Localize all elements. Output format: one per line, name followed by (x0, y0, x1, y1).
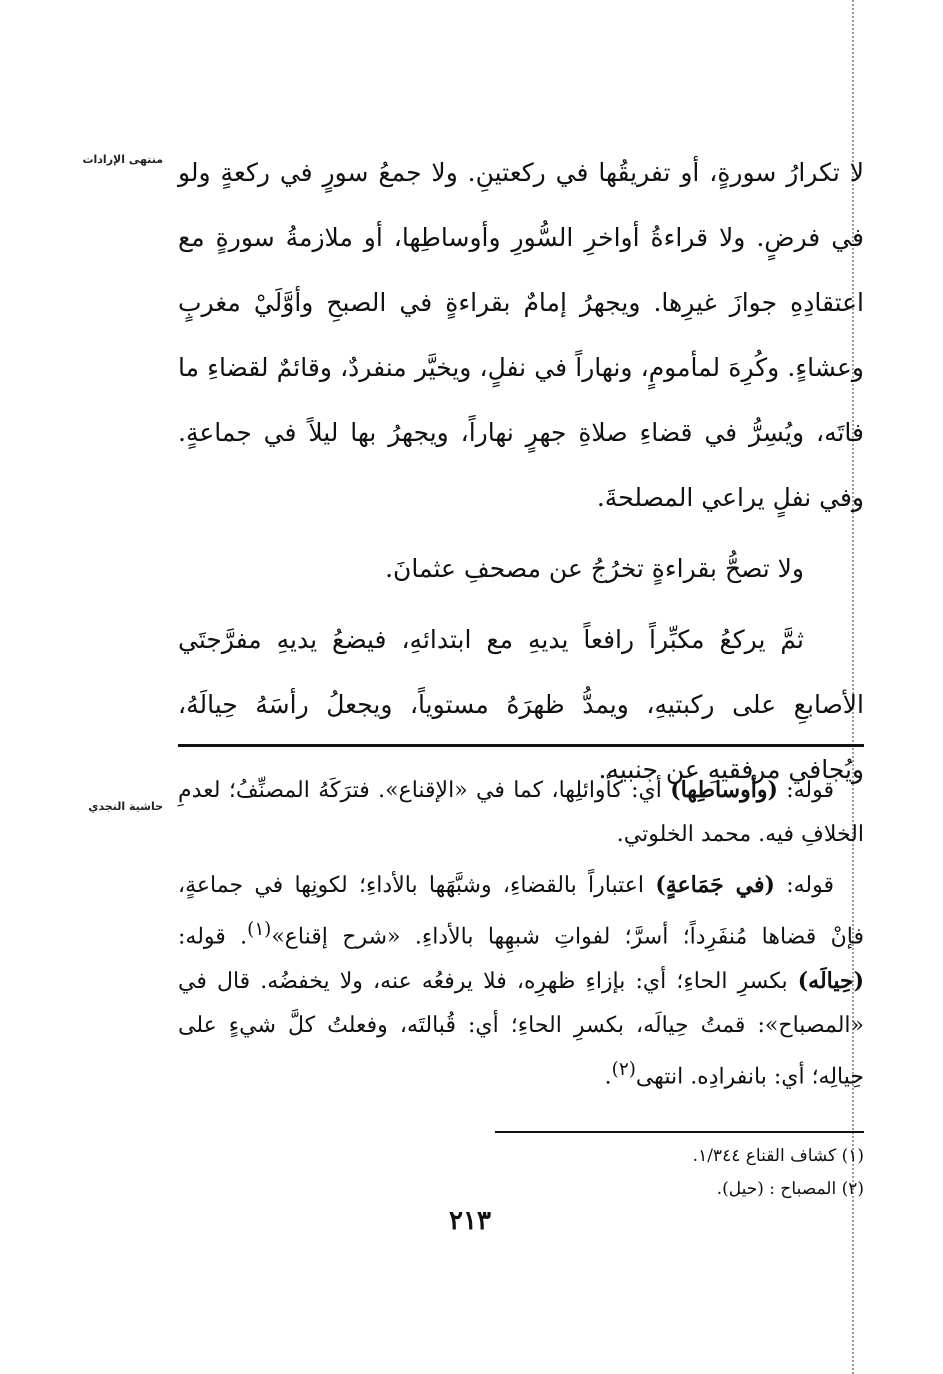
main-paragraph-3: ثمَّ يركعُ مكبِّراً رافعاً يديهِ مع ابتدائهِ، فيضعُ يديهِ مفرَّجتَي الأصابعِ على ركبتيهِ، ويمدُّ ظهرَهُ مستوياً، ويجعلُ رأسَهُ حِيالَهُ، ويُجافي مرفقيهِ عن جنبيه. (178, 625, 864, 784)
footnotes (495, 1140, 864, 1206)
hashiya-lead: قوله: (777, 778, 835, 803)
hashiya-headword: (حِيالَه) (797, 968, 864, 995)
main-text-divider (178, 744, 864, 747)
footnote-ref: (٢) (611, 1059, 636, 1081)
footnote-divider (495, 1131, 864, 1133)
main-paragraph-1: لا تكرارُ سورةٍ، أو تفريقُها في ركعتينِ. ولا جمعُ سورٍ في ركعةٍ ولو في فرضٍ. ولا قراءةُ أواخرِ السُّورِ وأوساطِها، أو ملازمةُ سورةٍ مع اعتقادِهِ جوازَ غيرِها. ويجهرُ إمامٌ بقراءةٍ في الصبحِ وأوَّلَيْ مغربٍ وعشاءٍ. وكُرِهَ لمأمومٍ، ونهاراً في نفلٍ، ويخيَّر منفردٌ، وقائمٌ لقضاءِ ما فاتَه، ويُسِرُّ في قضاءِ صلاةِ جهرٍ نهاراً، ويجهرُ بها ليلاً في جماعةٍ. وفي نفلٍ يراعي المصلحةَ. (178, 158, 864, 512)
hashiya-commentary (178, 768, 864, 1100)
page-number: ٢١٣ (449, 1206, 491, 1236)
hashiya-text: . قوله: (178, 924, 248, 950)
footnote-1: (١) كشاف القناع ١/٣٤٤. (692, 1146, 864, 1166)
main-paragraph-2: ولا تصحُّ بقراءةٍ تخرُجُ عن مصحفِ عثمانَ. (385, 554, 804, 583)
hashiya-text: . (604, 1064, 612, 1090)
hashiya-paragraph-1 (178, 768, 864, 857)
hashiya-text: أي: كأوائلِها، كما في «الإقناع». فترَكَهُ المصنِّفُ؛ لعدمِ الخلافِ فيه. محمد الخلوتي. (178, 778, 864, 847)
main-text (178, 140, 864, 802)
footnote-2: (٢) المصباح : (حيل). (716, 1179, 864, 1199)
hashiya-lead: قوله: (774, 873, 834, 898)
hashiya-headword: (وأوساطِها) (670, 777, 778, 803)
side-label-najdi: حاشية النجدي (88, 800, 163, 813)
hashiya-text: اعتباراً بالقضاءِ، وشبَّهَها بالأداءِ؛ لكونِها في جماعةٍ، فإنْ قضاها مُنفَرِداً؛ أسرَّ؛ لفواتِ شبهِها بالأداءِ. «شرح إقناع» (178, 873, 864, 950)
hashiya-text: بكسرِ الحاءِ؛ أي: بإزاءِ ظهرِه، فلا يرفعُه عنه، ولا يخفضُه. قال في «المصباح»: قمتُ حِيالَه، بكسرِ الحاءِ؛ أي: قُبالتَه، وفعلتُ كلَّ شيءٍ على حِيالِه؛ أي: بانفرادِه. انتهى (178, 969, 864, 1090)
side-label-muntaha: منتهى الإرادات (82, 153, 163, 166)
footnote-ref: (١) (247, 919, 272, 940)
hashiya-headword: (في جَمَاعةٍ) (655, 872, 775, 898)
hashiya-paragraph-2 (178, 863, 864, 1100)
